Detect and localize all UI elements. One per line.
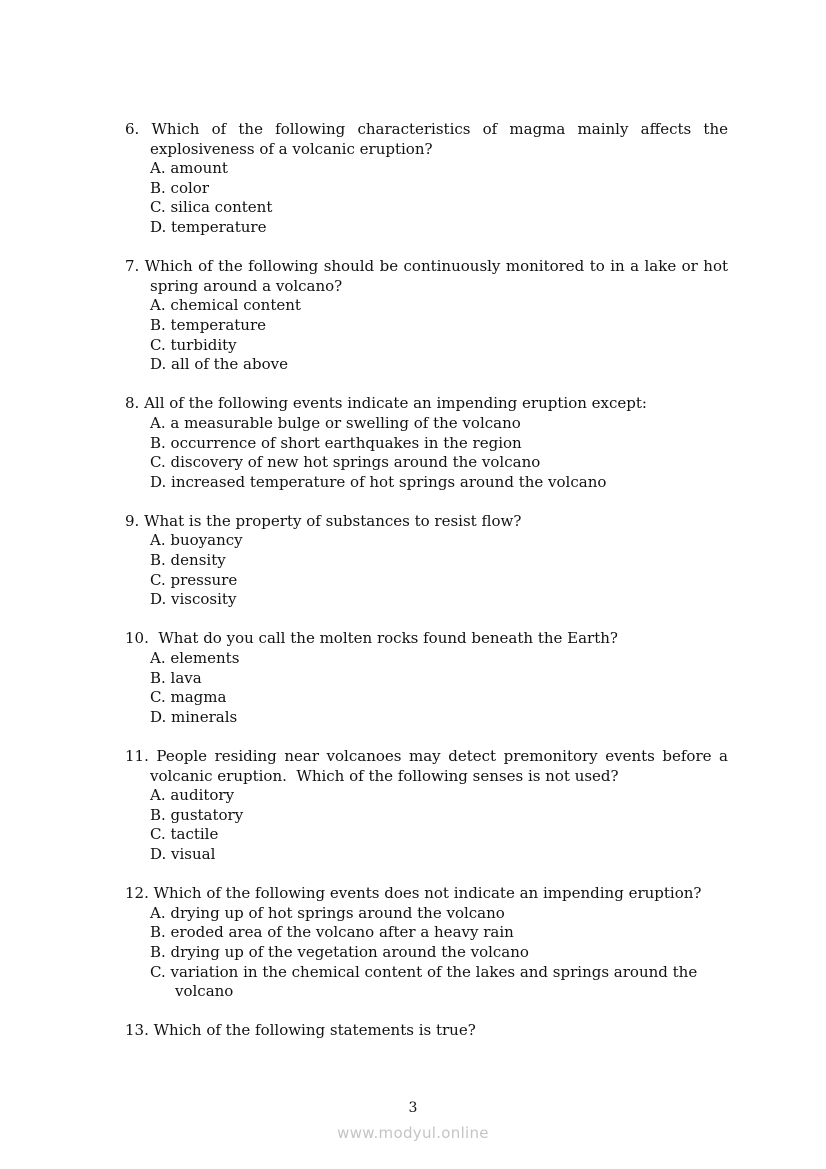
question-stem: 13. Which of the following statements is true? xyxy=(125,1021,476,1040)
answer-option: A. auditory xyxy=(150,786,235,805)
question-9 xyxy=(125,512,728,610)
answer-option: C. silica content xyxy=(150,198,273,217)
question-stem: 6. Which of the following characteristics of magma mainly affects the explosiveness of a volcanic eruption? xyxy=(125,120,733,158)
answer-option: C. discovery of new hot springs around the volcano xyxy=(150,453,541,472)
answer-option: B. drying up of the vegetation around the volcano xyxy=(150,942,529,961)
answer-option: D. viscosity xyxy=(150,590,237,609)
question-13 xyxy=(125,1021,728,1041)
question-11 xyxy=(125,747,733,865)
answer-option: B. gustatory xyxy=(150,805,244,824)
question-stem: 8. All of the following events indicate an impending eruption except: xyxy=(125,394,647,413)
answer-option: B. color xyxy=(150,178,209,197)
answer-option: B. occurrence of short earthquakes in the region xyxy=(150,433,522,452)
answer-option: B. lava xyxy=(150,668,202,687)
answer-option: A. chemical content xyxy=(150,296,301,315)
answer-option: D. minerals xyxy=(150,707,238,726)
watermark: www.modyul.online xyxy=(337,1124,489,1142)
question-list xyxy=(125,120,733,1061)
answer-option: C. variation in the chemical content of the lakes and springs around the volcano xyxy=(150,962,698,1001)
question-stem: 12. Which of the following events does not indicate an impending eruption? xyxy=(125,884,702,903)
answer-option: B. density xyxy=(150,551,226,570)
question-stem: 9. What is the property of substances to resist flow? xyxy=(125,511,522,530)
page-number: 3 xyxy=(408,1100,418,1116)
answer-option: A. a measurable bulge or swelling of the volcano xyxy=(150,413,521,432)
answer-option: D. increased temperature of hot springs around the volcano xyxy=(150,472,607,491)
question-8 xyxy=(125,394,728,492)
answer-option: A. drying up of hot springs around the volcano xyxy=(150,903,505,922)
answer-option: B. eroded area of the volcano after a heavy rain xyxy=(150,923,514,942)
answer-option: A. amount xyxy=(150,159,228,178)
question-stem: 7. Which of the following should be continuously monitored to in a lake or hot spring around a volcano? xyxy=(125,257,733,295)
answer-option: C. magma xyxy=(150,688,227,707)
answer-option: C. turbidity xyxy=(150,335,237,354)
question-stem: 11. People residing near volcanoes may detect premonitory events before a volcanic eruption. Which of the following senses is not used? xyxy=(125,747,733,785)
answer-option: A. buoyancy xyxy=(150,531,243,550)
question-6 xyxy=(125,120,733,238)
answer-option: D. all of the above xyxy=(150,355,288,374)
answer-option: C. tactile xyxy=(150,825,219,844)
question-stem: 10. What do you call the molten rocks found beneath the Earth? xyxy=(125,629,618,648)
question-7 xyxy=(125,257,733,375)
question-12 xyxy=(125,884,728,1002)
question-10 xyxy=(125,629,728,727)
answer-option: C. pressure xyxy=(150,570,238,589)
answer-option: A. elements xyxy=(150,649,240,668)
answer-option: D. visual xyxy=(150,844,216,863)
answer-option: B. temperature xyxy=(150,315,267,334)
answer-option: D. temperature xyxy=(150,217,267,236)
